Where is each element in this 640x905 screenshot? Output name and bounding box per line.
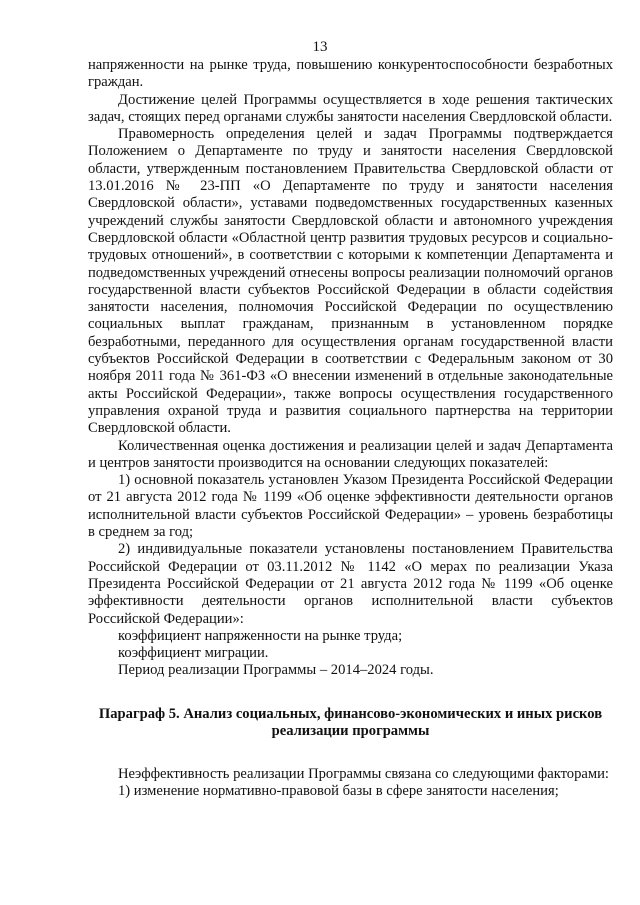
paragraph-continuation: напряженности на рынке труда, повышению конкурентоспособности безработных граждан.	[88, 57, 613, 91]
list-item-individual-indicators: 2) индивидуальные показатели установлены постановлением Правительства Российской Федерации от 03.11.2012 № 1142 «О мерах по реализации Указа Президента Российской Федерации от 21 августа 2012 года № 1199 «Об оценке эффективности деятельности органов исполнительной власти субъектов Российской Федерации»:	[88, 541, 613, 627]
section-heading: Параграф 5. Анализ социальных, финансово-экономических и иных рисков реализации программы	[98, 705, 603, 740]
list-item-risk-1: 1) изменение нормативно-правовой базы в сфере занятости населения;	[118, 782, 559, 799]
paragraph-legitimacy: Правомерность определения целей и задач Программы подтверждается Положением о Департаменте по труду и занятости населения Свердловской области, утвержденным постановлением Правительства Свердловской области от 13.01.2016 № 23-ПП «О Департаменте по труду и занятости населения Свердловской области», уставами подведомственных государственных казенных учреждений службы занятости Свердловской области и автономного учреждения Свердловской области «Областной центр развития трудовых ресурсов и социально-трудовых отношений», в соответствии с которыми к компетенции Департамента и подведомственных учреждений отнесены вопросы реализации полномочий органов государственной власти субъектов Российской Федерации в области содействия занятости населения, полномочия Российской Федерации по осуществлению социальных выплат гражданам, признанным в установленном порядке безработными, переданного для осуществления органам государственной власти субъектов Российской Федерации в соответствии с Федеральным законом от 30 ноября 2011 года № 361-ФЗ «О внесении изменений в отдельные законодательные акты Российской Федерации», также вопросы осуществления государственного управления охраной труда и развития социального партнерства на территории Свердловской области.	[88, 126, 613, 437]
indicator-tension-coefficient: коэффициент напряженности на рынке труда;	[118, 627, 403, 644]
list-item-main-indicator: 1) основной показатель установлен Указом Президента Российской Федерации от 21 августа 2012 года № 1199 «Об оценке эффективности деятельности органов исполнительной власти субъектов Российской Федерации» – уровень безработицы в среднем за год;	[88, 472, 613, 541]
paragraph-period: Период реализации Программы – 2014–2024 годы.	[118, 662, 434, 679]
document-body	[88, 57, 613, 800]
paragraph-assessment: Количественная оценка достижения и реализации целей и задач Департамента и центров занятости производится на основании следующих показателей:	[88, 437, 613, 471]
paragraph-goals: Достижение целей Программы осуществляется в ходе решения тактических задач, стоящих перед органами службы занятости населения Свердловской области.	[88, 91, 613, 125]
page-number: 13	[312, 39, 328, 55]
indicator-migration-coefficient: коэффициент миграции.	[118, 645, 269, 662]
paragraph-risks: Неэффективность реализации Программы связана со следующими факторами:	[118, 765, 609, 782]
